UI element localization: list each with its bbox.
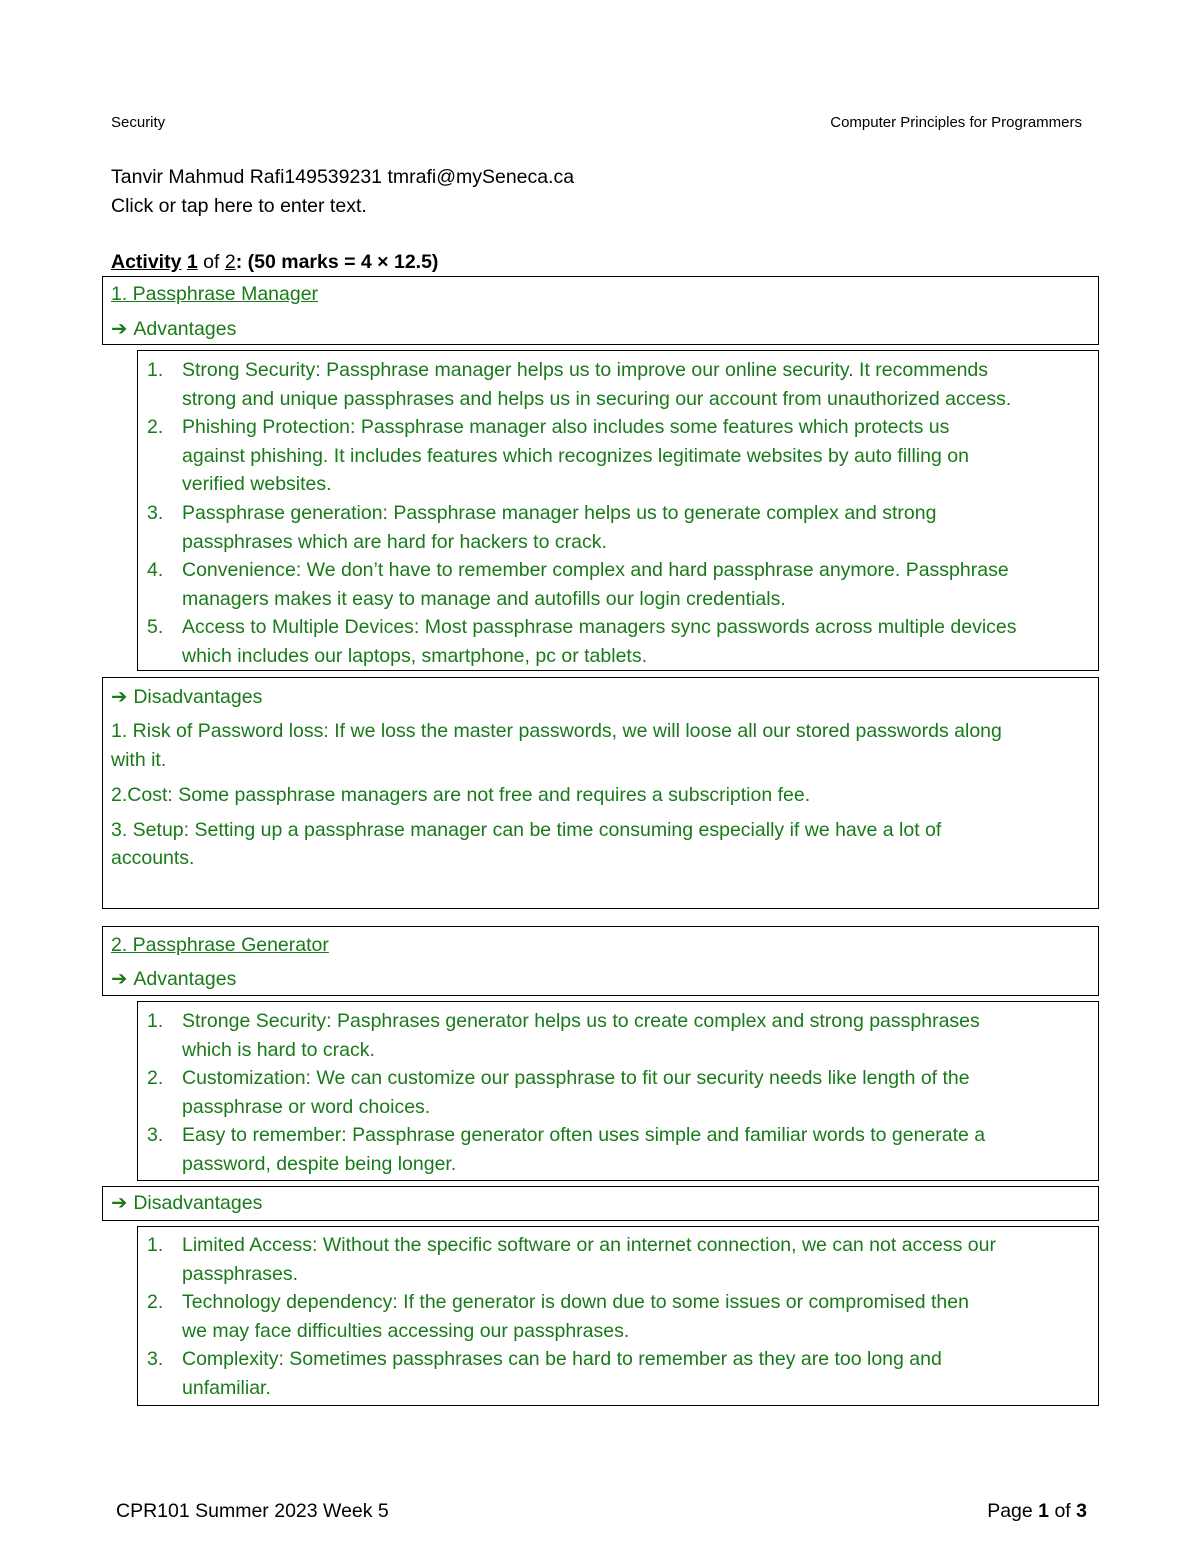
list-item-number: 2. bbox=[147, 1291, 164, 1314]
arrow-right-icon: ➔ bbox=[111, 968, 128, 990]
section2-dis-label: Disadvantages bbox=[133, 1192, 263, 1214]
student-name: Tanvir Mahmud Rafi bbox=[111, 166, 285, 188]
list-item-number: 3. bbox=[147, 1348, 164, 1371]
list-item-number: 2. bbox=[147, 416, 164, 439]
student-info bbox=[111, 163, 574, 191]
activity-colon: : bbox=[235, 251, 243, 273]
list-item-text: which includes our laptops, smartphone, pc or tablets. bbox=[182, 645, 648, 667]
list-item-text: we may face difficulties accessing our passphrases. bbox=[182, 1319, 630, 1342]
list-item-text: Technology dependency: If the generator is down due to some issues or compromised then bbox=[182, 1291, 969, 1314]
section2-adv-heading bbox=[111, 965, 236, 993]
header-left: Security bbox=[111, 114, 166, 131]
list-item-text: Complexity: Sometimes passphrases can be hard to remember as they are too long and bbox=[182, 1348, 942, 1371]
list-item-text: Stronge Security: Pasphrases generator helps us to create complex and strong passphrases bbox=[182, 1010, 980, 1032]
section1-dis-line: 3. Setup: Setting up a passphrase manager can be time consuming especially if we have a lot of bbox=[111, 819, 942, 841]
activity-word: Activity bbox=[111, 251, 182, 273]
list-item-number: 1. bbox=[147, 359, 164, 381]
list-item-text: managers makes it easy to manage and autofills our login credentials. bbox=[182, 587, 786, 610]
arrow-right-icon: ➔ bbox=[111, 1192, 128, 1214]
list-item-text: verified websites. bbox=[182, 473, 332, 496]
section1-dis-heading bbox=[111, 683, 262, 711]
footer-page-num: 1 bbox=[1038, 1500, 1050, 1522]
list-item-number: 1. bbox=[147, 1010, 164, 1032]
list-item-text: Strong Security: Passphrase manager helps us to improve our online security. It recommends bbox=[182, 359, 989, 381]
section1-adv-heading bbox=[111, 315, 236, 343]
list-item-number: 4. bbox=[147, 559, 164, 582]
list-item-number: 3. bbox=[147, 502, 164, 524]
list-item-text: passphrases. bbox=[182, 1262, 298, 1285]
student-email: tmrafi@mySeneca.ca bbox=[387, 166, 575, 188]
list-item-text: Passphrase generation: Passphrase manager helps us to generate complex and strong bbox=[182, 502, 937, 524]
section1-title: 1. Passphrase Manager bbox=[111, 283, 319, 305]
section2-title: 2. Passphrase Generator bbox=[111, 934, 329, 956]
footer-of: of bbox=[1054, 1500, 1071, 1522]
activity-heading bbox=[111, 248, 438, 276]
activity-of: of bbox=[203, 251, 220, 273]
section2-dis-heading bbox=[111, 1189, 262, 1217]
section1-dis-label: Disadvantages bbox=[133, 686, 263, 708]
section1-dis-line: 2.Cost: Some passphrase managers are not free and requires a subscription fee. bbox=[111, 784, 811, 806]
section1-dis-line: accounts. bbox=[111, 847, 195, 869]
section2-adv-label: Advantages bbox=[133, 968, 237, 990]
activity-num: 1 bbox=[186, 251, 198, 273]
section1-dis-line: with it. bbox=[111, 749, 167, 771]
list-item-text: passphrases which are hard for hackers to crack. bbox=[182, 530, 607, 553]
list-item-text: Phishing Protection: Passphrase manager also includes some features which protects us bbox=[182, 416, 950, 439]
footer-course: CPR101 Summer 2023 Week 5 bbox=[116, 1500, 389, 1522]
list-item-text: Access to Multiple Devices: Most passphrase managers sync passwords across multiple devices bbox=[182, 616, 1017, 639]
list-item-number: 2. bbox=[147, 1067, 164, 1090]
activity-marks: (50 marks = 4 × 12.5) bbox=[247, 251, 439, 273]
footer-page-total: 3 bbox=[1076, 1500, 1087, 1522]
list-item-text: strong and unique passphrases and helps us in securing our account from unauthorized access. bbox=[182, 387, 1012, 410]
list-item-text: Customization: We can customize our passphrase to fit our security needs like length of the bbox=[182, 1067, 970, 1090]
list-item-text: which is hard to crack. bbox=[182, 1038, 375, 1061]
section1-dis-line: 1. Risk of Password loss: If we loss the master passwords, we will loose all our stored passwords along bbox=[111, 720, 1002, 742]
list-item-number: 1. bbox=[147, 1234, 164, 1256]
footer-page-word: Page bbox=[987, 1500, 1033, 1522]
list-item-text: Convenience: We don’t have to remember complex and hard passphrase anymore. Passphrase bbox=[182, 559, 1009, 582]
list-item-text: passphrase or word choices. bbox=[182, 1095, 431, 1118]
arrow-right-icon: ➔ bbox=[111, 686, 128, 708]
student-id: 149539231 bbox=[284, 166, 383, 188]
list-item-text: Easy to remember: Passphrase generator often uses simple and familiar words to generate a bbox=[182, 1124, 986, 1147]
list-item-text: unfamiliar. bbox=[182, 1377, 271, 1399]
list-item-text: password, despite being longer. bbox=[182, 1153, 457, 1175]
text-placeholder[interactable]: Click or tap here to enter text. bbox=[111, 195, 367, 217]
list-item-number: 5. bbox=[147, 616, 164, 639]
list-item-text: against phishing. It includes features which recognizes legitimate websites by auto filling on bbox=[182, 444, 969, 467]
list-item-text: Limited Access: Without the specific software or an internet connection, we can not access our bbox=[182, 1234, 996, 1256]
list-item-number: 3. bbox=[147, 1124, 164, 1147]
footer-page bbox=[987, 1500, 1087, 1523]
arrow-right-icon: ➔ bbox=[111, 318, 128, 340]
activity-total: 2 bbox=[224, 251, 236, 273]
header-right: Computer Principles for Programmers bbox=[830, 114, 1082, 131]
section1-adv-label: Advantages bbox=[133, 318, 237, 340]
